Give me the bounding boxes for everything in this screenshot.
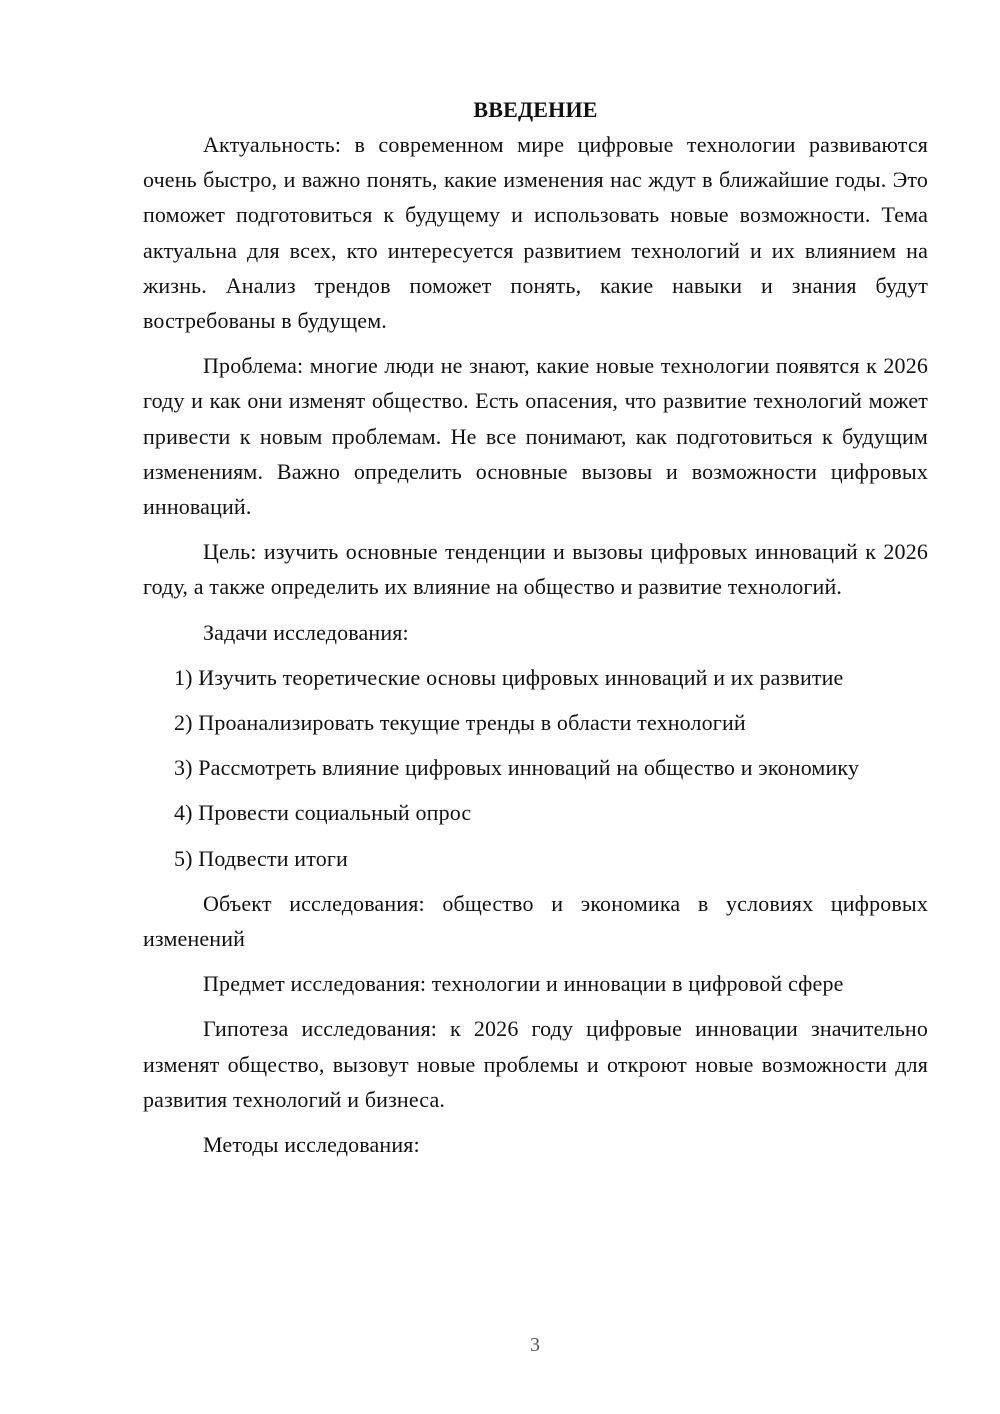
- paragraph-subject: Предмет исследования: технологии и инновации в цифровой сфере: [203, 971, 844, 997]
- paragraph-object: Объект исследования: общество и экономика в условиях цифровых изменений: [143, 890, 928, 952]
- page-number: 3: [530, 1334, 540, 1356]
- tasks-heading: Задачи исследования:: [203, 619, 409, 645]
- paragraph-methods: Методы исследования:: [203, 1132, 420, 1158]
- paragraph-goal: Цель: изучить основные тенденции и вызовы цифровых инноваций к 2026 году, а также определить их влияние на общество и развитие технологий.: [143, 539, 928, 600]
- list-item: 5) Подвести итоги: [174, 845, 348, 871]
- paragraph-relevance: Актуальность: в современном мире цифровые технологии развиваются очень быстро, и важно понять, какие изменения нас ждут в ближайшие годы. Это поможет подготовиться к будущему и использовать новые возможности. Тема актуальна для всех, кто интересуется развитием технологий и их влиянием на жизнь. Анализ трендов поможет понять, какие навыки и знания будут востребованы в будущем.: [143, 132, 928, 334]
- paragraph-problem: Проблема: многие люди не знают, какие новые технологии появятся к 2026 году и как они изменят общество. Есть опасения, что развитие технологий может привести к новым проблемам. Не все понимают, как подготовиться к будущим изменениям. Важно определить основные вызовы и возможности цифровых инноваций.: [143, 353, 928, 520]
- list-item: 2) Проанализировать текущие тренды в области технологий: [174, 710, 746, 736]
- list-item: 3) Рассмотреть влияние цифровых инноваций на общество и экономику: [174, 755, 860, 781]
- paragraph-hypothesis: Гипотеза исследования: к 2026 году цифровые инновации значительно изменят общество, вызовут новые проблемы и откроют новые возможности для развития технологий и бизнеса.: [143, 1016, 928, 1112]
- section-title: ВВЕДЕНИЕ: [473, 97, 598, 122]
- list-item: 1) Изучить теоретические основы цифровых инноваций и их развитие: [174, 664, 844, 690]
- list-item: 4) Провести социальный опрос: [174, 800, 472, 826]
- tasks-list: [143, 660, 928, 876]
- document-page: [143, 92, 928, 1172]
